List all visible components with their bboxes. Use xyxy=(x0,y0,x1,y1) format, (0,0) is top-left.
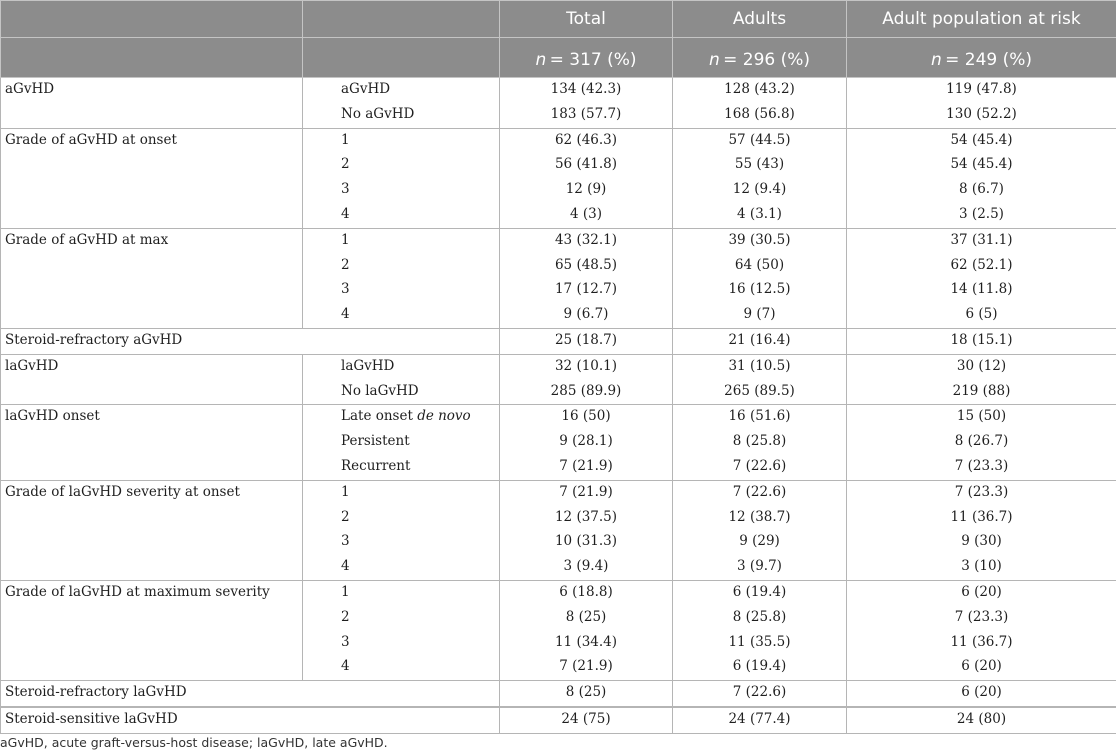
cell-adults: 128 (43.2) xyxy=(673,78,847,103)
cell-adults: 3 (9.7) xyxy=(673,555,847,580)
sub-label-text: 1 xyxy=(341,231,350,248)
cell-adult-at-risk: 62 (52.1) xyxy=(847,254,1116,279)
cell-adult-at-risk: 37 (31.1) xyxy=(847,228,1116,253)
header-count-total xyxy=(500,38,673,78)
row-group-label: Grade of aGvHD at max xyxy=(1,228,303,328)
sub-label-italic: de novo xyxy=(417,408,471,425)
row-sub-label xyxy=(303,153,500,178)
sub-label-text: Persistent xyxy=(341,433,410,450)
table-row xyxy=(1,128,1116,153)
header-count-adults xyxy=(673,38,847,78)
table-row xyxy=(1,354,1116,379)
row-group-label: Grade of laGvHD at maximum severity xyxy=(1,580,303,680)
cell-adult-at-risk: 6 (20) xyxy=(847,655,1116,680)
cell-adult-at-risk: 7 (23.3) xyxy=(847,455,1116,480)
row-sub-label xyxy=(303,480,500,505)
row-sub-label xyxy=(303,430,500,455)
cell-adults: 9 (29) xyxy=(673,530,847,555)
cell-adults: 31 (10.5) xyxy=(673,354,847,379)
row-sub-label xyxy=(303,405,500,430)
cell-total: 183 (57.7) xyxy=(500,103,673,128)
cell-adult-at-risk: 9 (30) xyxy=(847,530,1116,555)
cell-adults: 16 (51.6) xyxy=(673,405,847,430)
cell-total: 65 (48.5) xyxy=(500,254,673,279)
cell-total: 10 (31.3) xyxy=(500,530,673,555)
row-sub-label xyxy=(303,530,500,555)
cell-adults: 7 (22.6) xyxy=(673,480,847,505)
sub-label-text: 4 xyxy=(341,205,350,222)
table-row xyxy=(1,228,1116,253)
cell-adult-at-risk: 8 (6.7) xyxy=(847,178,1116,203)
n-symbol: n xyxy=(708,49,720,70)
cell-total: 12 (9) xyxy=(500,178,673,203)
cell-total: 32 (10.1) xyxy=(500,354,673,379)
count-value: = 317 (%) xyxy=(546,49,637,70)
cell-adult-at-risk: 24 (80) xyxy=(847,707,1116,733)
header-adult-at-risk: Adult population at risk xyxy=(847,1,1116,38)
cell-adult-at-risk: 7 (23.3) xyxy=(847,606,1116,631)
cell-total: 12 (37.5) xyxy=(500,506,673,531)
cell-adult-at-risk: 6 (5) xyxy=(847,303,1116,328)
sub-label-text: 3 xyxy=(341,281,350,298)
cell-total: 285 (89.9) xyxy=(500,380,673,405)
cell-adults: 7 (22.6) xyxy=(673,681,847,707)
cell-adult-at-risk: 11 (36.7) xyxy=(847,506,1116,531)
n-symbol: n xyxy=(930,49,942,70)
count-value: = 296 (%) xyxy=(719,49,811,70)
cell-adult-at-risk: 30 (12) xyxy=(847,354,1116,379)
cell-adults: 21 (16.4) xyxy=(673,328,847,354)
sub-label-text: Late onset xyxy=(341,408,418,425)
table-row xyxy=(1,580,1116,605)
cell-total: 4 (3) xyxy=(500,203,673,228)
row-group-label: aGvHD xyxy=(1,78,303,129)
row-sub-label xyxy=(303,580,500,605)
row-group-label: laGvHD onset xyxy=(1,405,303,480)
cell-total: 9 (6.7) xyxy=(500,303,673,328)
cell-adult-at-risk: 14 (11.8) xyxy=(847,278,1116,303)
sub-label-text: 3 xyxy=(341,633,350,650)
sub-label-text: 2 xyxy=(341,156,350,173)
cell-adult-at-risk: 18 (15.1) xyxy=(847,328,1116,354)
cell-total: 62 (46.3) xyxy=(500,128,673,153)
sub-label-text: 2 xyxy=(341,256,350,273)
cell-adult-at-risk: 54 (45.4) xyxy=(847,153,1116,178)
cell-adult-at-risk: 3 (2.5) xyxy=(847,203,1116,228)
cell-adults: 24 (77.4) xyxy=(673,707,847,733)
cell-adults: 11 (35.5) xyxy=(673,631,847,656)
row-sub-label xyxy=(303,103,500,128)
table-footnote: aGvHD, acute graft-versus-host disease; laGvHD, late aGvHD. xyxy=(0,735,388,750)
cell-adult-at-risk: 15 (50) xyxy=(847,405,1116,430)
header-adults: Adults xyxy=(673,1,847,38)
sub-label-text: 1 xyxy=(341,483,350,500)
cell-adults: 265 (89.5) xyxy=(673,380,847,405)
sub-label-text: 1 xyxy=(341,131,350,148)
table-row xyxy=(1,707,1116,733)
row-sub-label xyxy=(303,303,500,328)
header-empty-1 xyxy=(1,1,303,38)
row-sub-label xyxy=(303,631,500,656)
row-sub-label xyxy=(303,278,500,303)
sub-label-text: 3 xyxy=(341,533,350,550)
cell-adults: 9 (7) xyxy=(673,303,847,328)
row-group-label: Steroid-refractory aGvHD xyxy=(1,328,500,354)
sub-label-text: No laGvHD xyxy=(341,382,419,399)
row-group-label: Steroid-refractory laGvHD xyxy=(1,681,500,707)
sub-label-text: 3 xyxy=(341,181,350,198)
n-symbol: n xyxy=(535,49,547,70)
sub-label-text: 4 xyxy=(341,558,350,575)
cell-total: 7 (21.9) xyxy=(500,655,673,680)
header-row-titles xyxy=(1,1,1116,38)
cell-total: 8 (25) xyxy=(500,606,673,631)
row-sub-label xyxy=(303,455,500,480)
sub-label-text: No aGvHD xyxy=(341,105,415,122)
sub-label-text: 4 xyxy=(341,658,350,675)
header-row-counts xyxy=(1,38,1116,78)
row-sub-label xyxy=(303,128,500,153)
count-value: = 249 (%) xyxy=(941,49,1033,70)
header-count-empty-2 xyxy=(303,38,500,78)
table-row xyxy=(1,480,1116,505)
cell-adult-at-risk: 6 (20) xyxy=(847,681,1116,707)
cell-total: 43 (32.1) xyxy=(500,228,673,253)
row-sub-label xyxy=(303,606,500,631)
header-total: Total xyxy=(500,1,673,38)
row-sub-label xyxy=(303,354,500,379)
cell-adults: 6 (19.4) xyxy=(673,580,847,605)
row-sub-label xyxy=(303,555,500,580)
cell-total: 24 (75) xyxy=(500,707,673,733)
sub-label-text: Recurrent xyxy=(341,457,411,474)
cell-adults: 8 (25.8) xyxy=(673,606,847,631)
cell-adult-at-risk: 219 (88) xyxy=(847,380,1116,405)
cell-adult-at-risk: 6 (20) xyxy=(847,580,1116,605)
cell-adults: 16 (12.5) xyxy=(673,278,847,303)
row-group-label: Grade of laGvHD severity at onset xyxy=(1,480,303,580)
row-group-label: laGvHD xyxy=(1,354,303,405)
cell-adults: 12 (9.4) xyxy=(673,178,847,203)
cell-total: 7 (21.9) xyxy=(500,455,673,480)
row-sub-label xyxy=(303,655,500,680)
cell-total: 134 (42.3) xyxy=(500,78,673,103)
header-count-adult-at-risk xyxy=(847,38,1116,78)
sub-label-text: 4 xyxy=(341,306,350,323)
cell-adults: 57 (44.5) xyxy=(673,128,847,153)
cell-total: 7 (21.9) xyxy=(500,480,673,505)
cell-adult-at-risk: 8 (26.7) xyxy=(847,430,1116,455)
sub-label-text: 2 xyxy=(341,608,350,625)
cell-total: 25 (18.7) xyxy=(500,328,673,354)
cell-adult-at-risk: 119 (47.8) xyxy=(847,78,1116,103)
cell-total: 9 (28.1) xyxy=(500,430,673,455)
row-sub-label xyxy=(303,228,500,253)
row-group-label: Steroid-sensitive laGvHD xyxy=(1,707,500,733)
table-row xyxy=(1,681,1116,707)
row-group-label: Grade of aGvHD at onset xyxy=(1,128,303,228)
sub-label-text: 1 xyxy=(341,583,350,600)
cell-adults: 12 (38.7) xyxy=(673,506,847,531)
row-sub-label xyxy=(303,254,500,279)
sub-label-text: aGvHD xyxy=(341,81,391,97)
row-sub-label xyxy=(303,178,500,203)
sub-label-text: 2 xyxy=(341,508,350,525)
cell-total: 3 (9.4) xyxy=(500,555,673,580)
cell-adult-at-risk: 3 (10) xyxy=(847,555,1116,580)
header-empty-2 xyxy=(303,1,500,38)
sub-label-text: laGvHD xyxy=(341,357,395,374)
row-sub-label xyxy=(303,78,500,103)
table-body xyxy=(1,78,1116,734)
cell-adults: 64 (50) xyxy=(673,254,847,279)
table-header xyxy=(1,1,1116,78)
cell-adults: 168 (56.8) xyxy=(673,103,847,128)
cell-adults: 6 (19.4) xyxy=(673,655,847,680)
cell-adults: 55 (43) xyxy=(673,153,847,178)
table-row xyxy=(1,78,1116,103)
row-sub-label xyxy=(303,203,500,228)
cell-adults: 8 (25.8) xyxy=(673,430,847,455)
cell-adult-at-risk: 7 (23.3) xyxy=(847,480,1116,505)
row-sub-label xyxy=(303,506,500,531)
cell-adults: 39 (30.5) xyxy=(673,228,847,253)
cell-adults: 7 (22.6) xyxy=(673,455,847,480)
cell-total: 11 (34.4) xyxy=(500,631,673,656)
cell-total: 16 (50) xyxy=(500,405,673,430)
cell-total: 56 (41.8) xyxy=(500,153,673,178)
cell-total: 6 (18.8) xyxy=(500,580,673,605)
table-row xyxy=(1,328,1116,354)
cell-adults: 4 (3.1) xyxy=(673,203,847,228)
table-row xyxy=(1,405,1116,430)
cell-adult-at-risk: 11 (36.7) xyxy=(847,631,1116,656)
row-sub-label xyxy=(303,380,500,405)
cell-total: 8 (25) xyxy=(500,681,673,707)
header-count-empty-1 xyxy=(1,38,303,78)
cell-total: 17 (12.7) xyxy=(500,278,673,303)
cell-adult-at-risk: 54 (45.4) xyxy=(847,128,1116,153)
cell-adult-at-risk: 130 (52.2) xyxy=(847,103,1116,128)
